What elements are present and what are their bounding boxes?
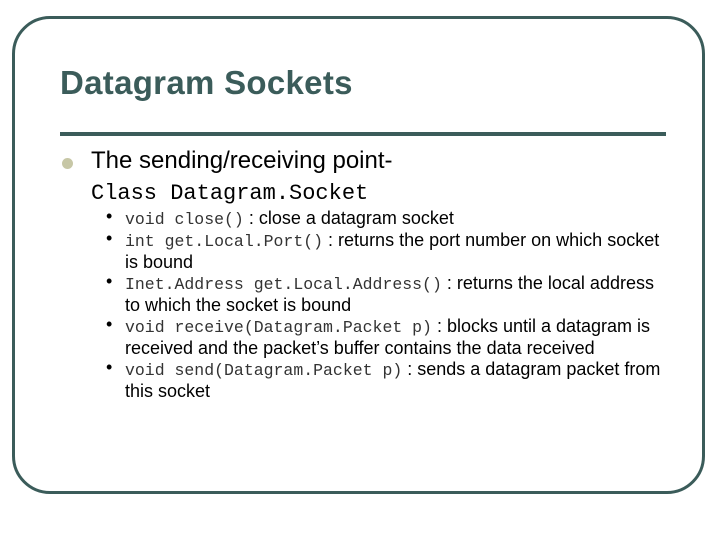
- class-name: Class Datagram.Socket: [91, 181, 369, 206]
- sub-bullet-icon: •: [106, 271, 113, 291]
- method-description: : returns the local address to which the socket is bound: [125, 273, 654, 315]
- slide-title: Datagram Sockets: [60, 64, 353, 101]
- method-description: : blocks until a datagram is received and the packet’s buffer contains the data received: [125, 316, 651, 358]
- list-item: [106, 359, 666, 402]
- bullet-dot-icon: [62, 158, 73, 169]
- list-item: [106, 316, 666, 359]
- list-item: [106, 208, 666, 230]
- sub-bullet-icon: •: [106, 357, 113, 377]
- list-item: [106, 273, 666, 316]
- method-description: : close a datagram socket: [243, 208, 454, 228]
- method-signature: void send(Datagram.Packet p): [125, 361, 403, 380]
- title-divider: [60, 132, 666, 136]
- list-item: [106, 230, 666, 273]
- sub-bullet-icon: •: [106, 228, 113, 248]
- sub-bullet-icon: •: [106, 206, 113, 226]
- method-list: [106, 208, 666, 402]
- sub-bullet-icon: •: [106, 314, 113, 334]
- method-signature: Inet.Address get.Local.Address(): [125, 275, 442, 294]
- method-signature: int get.Local.Port(): [125, 232, 324, 251]
- method-signature: void receive(Datagram.Packet p): [125, 318, 432, 337]
- method-description: : sends a datagram packet from this socket: [125, 359, 661, 401]
- method-description: : returns the port number on which socket is bound: [125, 230, 660, 272]
- method-signature: void close(): [125, 210, 244, 229]
- bullet-text: The sending/receiving point-: [91, 147, 393, 174]
